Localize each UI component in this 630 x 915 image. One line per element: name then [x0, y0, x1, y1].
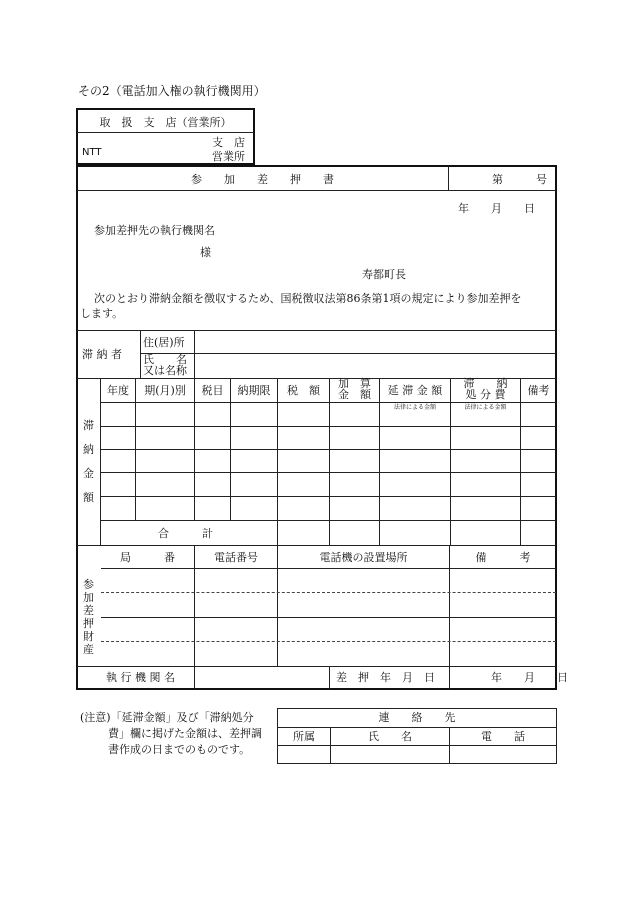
address-label: 住(居)所: [143, 336, 185, 349]
header-disposal-1: 滞 納: [463, 377, 508, 390]
header-addition-1: 加 算: [338, 377, 371, 390]
divider: [140, 353, 556, 354]
name-label-2: 又は名称: [143, 364, 187, 377]
divider: [77, 545, 556, 546]
note-line2: 費」欄に掲げた金額は、差押調: [108, 727, 262, 740]
divider: [194, 331, 195, 378]
property-side-6: 産: [83, 643, 94, 656]
divider: [101, 520, 556, 521]
name-label-1: 氏 名: [143, 353, 187, 366]
header-due: 納期限: [237, 384, 271, 397]
divider: [101, 496, 556, 497]
contact-title: 連 絡 先: [378, 711, 456, 724]
office-header: 取 扱 支 店（営業所）: [99, 116, 232, 129]
divider: [77, 330, 556, 331]
property-side-4: 押: [83, 617, 94, 630]
divider: [101, 472, 556, 473]
property-side-2: 加: [83, 591, 94, 604]
header-year: 年度: [107, 384, 129, 397]
main-form: [76, 165, 557, 690]
divider: [278, 745, 556, 746]
amount-side-1: 滞: [83, 419, 94, 432]
header-addition-2: 金 額: [338, 388, 371, 401]
divider: [101, 426, 556, 427]
debtor-label: 滞 納 者: [82, 348, 122, 361]
header-period: 期(月)別: [144, 384, 186, 397]
header-property-remarks: 備 考: [475, 551, 531, 564]
contact-dept: 所属: [293, 730, 315, 743]
header-phone: 電話番号: [214, 551, 258, 564]
page-title: その2（電話加入権の執行機関用）: [78, 84, 266, 98]
body-text-line2: します。: [80, 307, 124, 320]
divider: [77, 190, 556, 191]
divider: [194, 546, 195, 667]
per-law-note-disposal: 法律による金額: [464, 404, 507, 411]
divider: [278, 727, 556, 728]
divider: [101, 568, 556, 569]
agency-label: 執 行 機 関 名: [106, 671, 175, 684]
divider: [140, 331, 141, 378]
property-side-5: 財: [83, 630, 94, 643]
per-law-note-delinquency: 法律による金額: [393, 404, 436, 411]
honorific: 様: [200, 246, 211, 259]
contact-phone: 電 話: [481, 730, 525, 743]
note-line1: (注意)「延滞金額」及び「滞納処分: [80, 711, 254, 724]
divider: [448, 166, 449, 190]
contact-name: 氏 名: [368, 730, 412, 743]
ntt-label: NTT: [82, 147, 102, 158]
divider: [449, 546, 450, 667]
divider: [101, 402, 556, 403]
divider: [449, 667, 450, 689]
header-disposal-2: 処 分 費: [465, 388, 506, 401]
amount-side-3: 金: [83, 467, 94, 480]
form-title: 参 加 差 押 書: [191, 173, 334, 186]
dashed-divider: [101, 592, 556, 593]
seize-date-label: 差 押 年 月 日: [336, 671, 435, 684]
divider: [329, 667, 330, 689]
sender-name: 寿都町長: [362, 268, 406, 281]
header-delinquency: 延 滞 金 額: [387, 384, 443, 397]
recipient-label: 参加差押先の執行機関名: [94, 224, 215, 237]
sales-office-label: 営業所: [212, 150, 245, 163]
property-side-3: 差: [83, 604, 94, 617]
divider: [101, 617, 556, 618]
property-side-1: 参: [83, 578, 94, 591]
divider: [277, 546, 278, 667]
amount-side-2: 納: [83, 443, 94, 456]
seize-ymd-label: 年 月 日: [491, 671, 568, 684]
header-tax-amount: 税 額: [287, 384, 320, 397]
branch-label: 支 店: [212, 136, 245, 149]
divider: [101, 449, 556, 450]
amount-side-4: 額: [83, 491, 94, 504]
header-location: 電話機の設置場所: [319, 551, 408, 564]
header-exchange: 局 番: [120, 551, 175, 564]
total-label: 合 計: [158, 527, 213, 540]
dashed-divider: [101, 641, 556, 642]
note-line3: 書作成の日までのものです。: [108, 743, 251, 756]
divider: [77, 132, 254, 133]
divider: [194, 667, 195, 689]
body-text-line1: 次のとおり滞納金額を徴収するため、国税徴収法第86条第1項の規定により参加差押を: [94, 292, 522, 305]
header-remarks: 備考: [527, 384, 550, 397]
date-label: 年 月 日: [458, 202, 535, 215]
header-tax-item: 税目: [201, 384, 224, 397]
divider: [77, 666, 556, 667]
number-label: 第 号: [492, 173, 547, 186]
